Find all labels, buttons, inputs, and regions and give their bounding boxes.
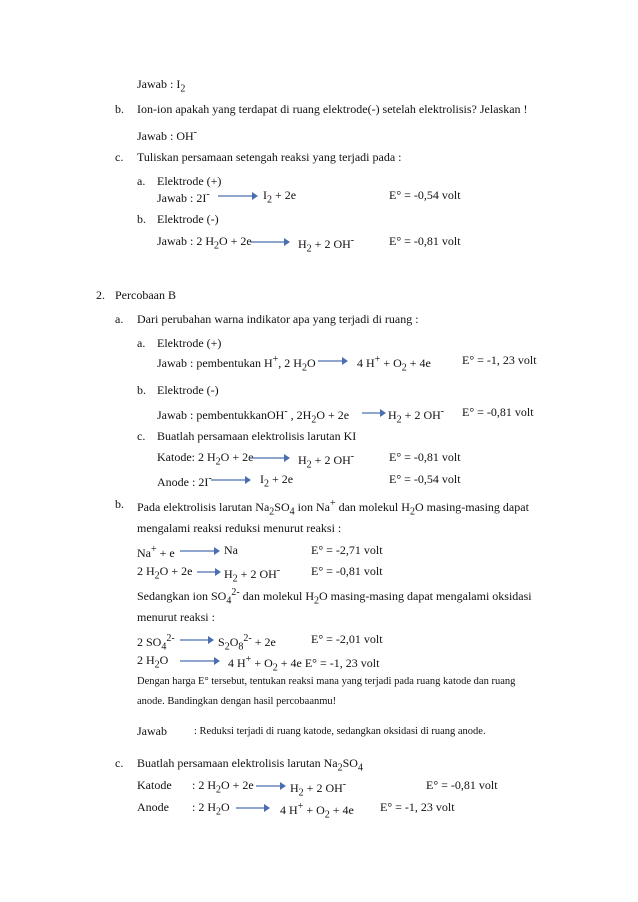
text: + 4e bbox=[406, 356, 431, 370]
list-label-c: c. bbox=[115, 150, 124, 164]
text: Anode : 2I bbox=[157, 475, 209, 489]
subscript: 2 bbox=[324, 809, 330, 821]
text: O + 2e bbox=[220, 450, 254, 464]
potential-value: E° = -0,54 volt bbox=[389, 188, 461, 202]
list-label-a: a. bbox=[115, 312, 124, 326]
anode-equation-right bbox=[260, 472, 293, 491]
superscript: - bbox=[206, 189, 210, 200]
text: dan molekul H bbox=[239, 589, 314, 603]
text: SO bbox=[274, 500, 290, 514]
instruction-na2so4 bbox=[137, 756, 363, 775]
text: 2 SO bbox=[137, 635, 162, 649]
superscript: + bbox=[272, 354, 279, 365]
subscript: 2 bbox=[301, 362, 307, 374]
text: Katode: 2 H bbox=[157, 450, 216, 464]
superscript: + bbox=[297, 801, 304, 812]
text: 4 H bbox=[357, 356, 375, 370]
subscript: 2 bbox=[306, 243, 312, 255]
text: + 2e bbox=[251, 635, 276, 649]
text: O bbox=[229, 635, 239, 649]
text: O + 2e bbox=[159, 564, 193, 578]
text: + O bbox=[303, 803, 325, 817]
question-c: Tuliskan persamaan setengah reaksi yang terjadi pada : bbox=[137, 150, 402, 164]
subscript: 2 bbox=[269, 506, 275, 518]
katode-label: Katode bbox=[137, 778, 172, 792]
equation-left bbox=[137, 543, 175, 560]
text: + 4e E° = -1, 23 volt bbox=[277, 656, 380, 670]
list-label-b: b. bbox=[115, 102, 124, 116]
reaction-arrow-icon bbox=[197, 567, 221, 577]
subscript: 4 bbox=[161, 641, 167, 653]
equation-right bbox=[224, 564, 280, 586]
katode-equation-left bbox=[192, 778, 254, 797]
subscript: 2 bbox=[409, 506, 415, 518]
text: + e bbox=[156, 546, 175, 560]
sub-label-b: b. bbox=[137, 383, 146, 397]
subscript: 2 bbox=[337, 762, 343, 774]
text: O + 2e bbox=[316, 408, 350, 422]
text: Jawab : OH bbox=[137, 129, 194, 143]
text: Jawab : pembentukan H bbox=[157, 356, 273, 370]
jawab-oh bbox=[137, 126, 197, 143]
reaction-arrow-icon bbox=[218, 191, 258, 201]
potential-value: E° = -1, 23 volt bbox=[380, 800, 455, 814]
reaction-arrow-icon bbox=[236, 803, 270, 813]
anode-equation-left bbox=[192, 800, 230, 819]
reaction-arrow-icon bbox=[256, 781, 286, 791]
text: O + 2e bbox=[221, 778, 254, 792]
text: + 2 OH bbox=[237, 567, 277, 581]
text: S bbox=[218, 635, 225, 649]
equation-katode-left bbox=[157, 234, 252, 253]
subscript: 2 bbox=[180, 83, 186, 95]
text: O masing-masing dapat mengalami oksidasi bbox=[319, 589, 532, 603]
equation-right bbox=[388, 405, 444, 427]
superscript: - bbox=[440, 406, 445, 417]
anode-equation-right bbox=[280, 800, 354, 822]
equation-anode-right bbox=[263, 188, 296, 207]
katode-equation-right bbox=[298, 450, 354, 472]
superscript: - bbox=[208, 473, 212, 484]
text: + 2e bbox=[272, 188, 297, 202]
list-label-b: b. bbox=[115, 497, 124, 511]
equation-right: Na bbox=[224, 543, 238, 557]
text: : 2 H bbox=[192, 778, 216, 792]
subscript: 2 bbox=[216, 784, 221, 796]
text: O + 2e bbox=[219, 234, 252, 248]
subscript: 2 bbox=[272, 662, 278, 674]
equation-left bbox=[137, 564, 192, 583]
potential-value: E° = -0,81 volt bbox=[389, 450, 461, 464]
paragraph-line: anode. Bandingkan dengan hasil percobaanmu! bbox=[137, 696, 337, 707]
text: Pada elektrolisis larutan Na bbox=[137, 500, 270, 514]
subscript: 2 bbox=[224, 641, 230, 653]
equation-left bbox=[157, 353, 316, 375]
superscript: + bbox=[245, 654, 252, 665]
text: Jawab : 2 H bbox=[157, 234, 214, 248]
reaction-arrow-icon bbox=[318, 356, 348, 366]
jawab-label: Jawab bbox=[137, 724, 167, 738]
elektrode-minus-label: Elektrode (-) bbox=[157, 212, 219, 226]
text: + O bbox=[251, 656, 273, 670]
equation-right bbox=[357, 353, 431, 375]
equation-anode-left bbox=[157, 188, 210, 205]
subscript: 2 bbox=[154, 570, 160, 582]
text: O masing-masing dapat bbox=[414, 500, 529, 514]
reaction-arrow-icon bbox=[250, 237, 290, 247]
reaction-arrow-icon bbox=[211, 475, 251, 485]
text: H bbox=[388, 408, 397, 422]
paragraph-line: Dengan harga E° tersebut, tentukan reaksi mana yang terjadi pada ruang katode dan ruang bbox=[137, 676, 516, 687]
reaction-arrow-icon bbox=[362, 408, 386, 418]
paragraph-line: mengalami reaksi reduksi menurut reaksi : bbox=[137, 521, 342, 535]
sub-label-b: b. bbox=[137, 212, 146, 226]
text: + 4e bbox=[329, 803, 354, 817]
paragraph-line bbox=[137, 497, 529, 519]
superscript: 2- bbox=[243, 633, 252, 644]
text: Buatlah persamaan elektrolisis larutan Na bbox=[137, 756, 338, 770]
subscript: 4 bbox=[289, 506, 295, 518]
equation-left bbox=[137, 632, 175, 654]
superscript: - bbox=[276, 565, 281, 576]
text: , 2 H bbox=[278, 356, 302, 370]
superscript: + bbox=[329, 498, 336, 509]
superscript: 2- bbox=[166, 633, 175, 644]
anode-equation-left bbox=[157, 472, 212, 489]
text: Jawab : I bbox=[137, 77, 181, 91]
reaction-arrow-icon bbox=[180, 546, 220, 556]
reaction-arrow-icon bbox=[250, 453, 290, 463]
superscript: - bbox=[284, 406, 288, 417]
question-a: Dari perubahan warna indikator apa yang terjadi di ruang : bbox=[137, 312, 419, 326]
text: dan molekul H bbox=[335, 500, 410, 514]
equation-left bbox=[157, 405, 349, 427]
text: 4 H bbox=[280, 803, 298, 817]
sub-label-a: a. bbox=[137, 174, 146, 188]
text: 4 H bbox=[228, 656, 246, 670]
subscript: 2 bbox=[264, 478, 269, 490]
section-number: 2. bbox=[96, 288, 105, 302]
text: O bbox=[221, 800, 230, 814]
equation-left bbox=[137, 653, 168, 672]
subscript: 4 bbox=[226, 595, 232, 607]
potential-value: E° = -2,01 volt bbox=[311, 632, 383, 646]
text: , 2H bbox=[287, 408, 312, 422]
text: Sedangkan ion SO bbox=[137, 589, 227, 603]
potential-value: E° = -0,81 volt bbox=[426, 778, 498, 792]
subscript: 2 bbox=[298, 787, 304, 799]
text: I bbox=[260, 472, 264, 486]
subscript: 2 bbox=[154, 659, 160, 671]
superscript: 2- bbox=[231, 587, 240, 598]
katode-equation-left bbox=[157, 450, 253, 469]
superscript: - bbox=[193, 127, 197, 138]
text: + O bbox=[380, 356, 402, 370]
text: SO bbox=[342, 756, 358, 770]
subscript: 2 bbox=[214, 240, 219, 252]
anode-label: Anode bbox=[137, 800, 169, 814]
subscript: 2 bbox=[215, 456, 221, 468]
equation-right bbox=[218, 632, 276, 654]
sub-label-c: c. bbox=[137, 429, 146, 443]
potential-value: E° = -0,54 volt bbox=[389, 472, 461, 486]
superscript: + bbox=[151, 544, 157, 555]
subscript: 2 bbox=[232, 573, 238, 585]
text: + 2 OH bbox=[303, 781, 343, 795]
text: ion Na bbox=[294, 500, 330, 514]
sub-label-a: a. bbox=[137, 336, 146, 350]
elektrode-plus-label: Elektrode (+) bbox=[157, 174, 222, 188]
text: H bbox=[290, 781, 299, 795]
subscript: 4 bbox=[357, 762, 363, 774]
equation-katode-right bbox=[298, 234, 354, 256]
elektrode-minus-label: Elektrode (-) bbox=[157, 383, 219, 397]
potential-value: E° = -0,81 volt bbox=[389, 234, 461, 248]
jawab-answer: : Reduksi terjadi di ruang katode, sedangkan oksidasi di ruang anode. bbox=[194, 726, 486, 737]
subscript: 2 bbox=[306, 459, 312, 471]
superscript: - bbox=[350, 451, 355, 462]
text: O bbox=[306, 356, 316, 370]
reaction-arrow-icon bbox=[180, 635, 214, 645]
superscript: - bbox=[350, 235, 355, 246]
potential-value: E° = -2,71 volt bbox=[311, 543, 383, 557]
text: + 2 OH bbox=[311, 453, 351, 467]
text: Jawab : 2I bbox=[157, 191, 207, 205]
superscript: - bbox=[342, 779, 347, 790]
potential-value: E° = -1, 23 volt bbox=[462, 353, 537, 367]
text: H bbox=[298, 453, 307, 467]
text: H bbox=[224, 567, 233, 581]
section-title: Percobaan B bbox=[115, 288, 176, 302]
subscript: 2 bbox=[267, 194, 272, 206]
katode-equation-right bbox=[290, 778, 346, 800]
text: + 2 OH bbox=[311, 237, 351, 251]
text: Jawab : pembentukkanOH bbox=[157, 408, 285, 422]
paragraph-line: menurut reaksi : bbox=[137, 610, 215, 624]
superscript: + bbox=[374, 354, 381, 365]
text: : 2 H bbox=[192, 800, 216, 814]
potential-value: E° = -0,81 volt bbox=[462, 405, 534, 419]
text: 2 H bbox=[137, 653, 155, 667]
elektrode-plus-label: Elektrode (+) bbox=[157, 336, 222, 350]
text: H bbox=[298, 237, 307, 251]
text: Na bbox=[137, 546, 151, 560]
subscript: 2 bbox=[314, 595, 319, 607]
subscript: 2 bbox=[396, 414, 402, 426]
subscript: 8 bbox=[238, 641, 244, 653]
reaction-arrow-icon bbox=[180, 656, 220, 666]
jawab-i2 bbox=[137, 77, 185, 96]
subscript: 2 bbox=[401, 362, 407, 374]
paragraph-line bbox=[137, 586, 532, 608]
subscript: 2 bbox=[311, 414, 317, 426]
text: + 2 OH bbox=[401, 408, 441, 422]
instruction-ki: Buatlah persamaan elektrolisis larutan KI bbox=[157, 429, 357, 443]
potential-value: E° = -0,81 volt bbox=[311, 564, 383, 578]
equation-right bbox=[228, 653, 379, 675]
list-label-c: c. bbox=[115, 756, 124, 770]
subscript: 2 bbox=[216, 806, 221, 818]
question-b: Ion-ion apakah yang terdapat di ruang elektrode(-) setelah elektrolisis? Jelaskan ! bbox=[137, 102, 528, 116]
text: + 2e bbox=[269, 472, 294, 486]
text: 2 H bbox=[137, 564, 155, 578]
text: O bbox=[159, 653, 169, 667]
text: I bbox=[263, 188, 267, 202]
